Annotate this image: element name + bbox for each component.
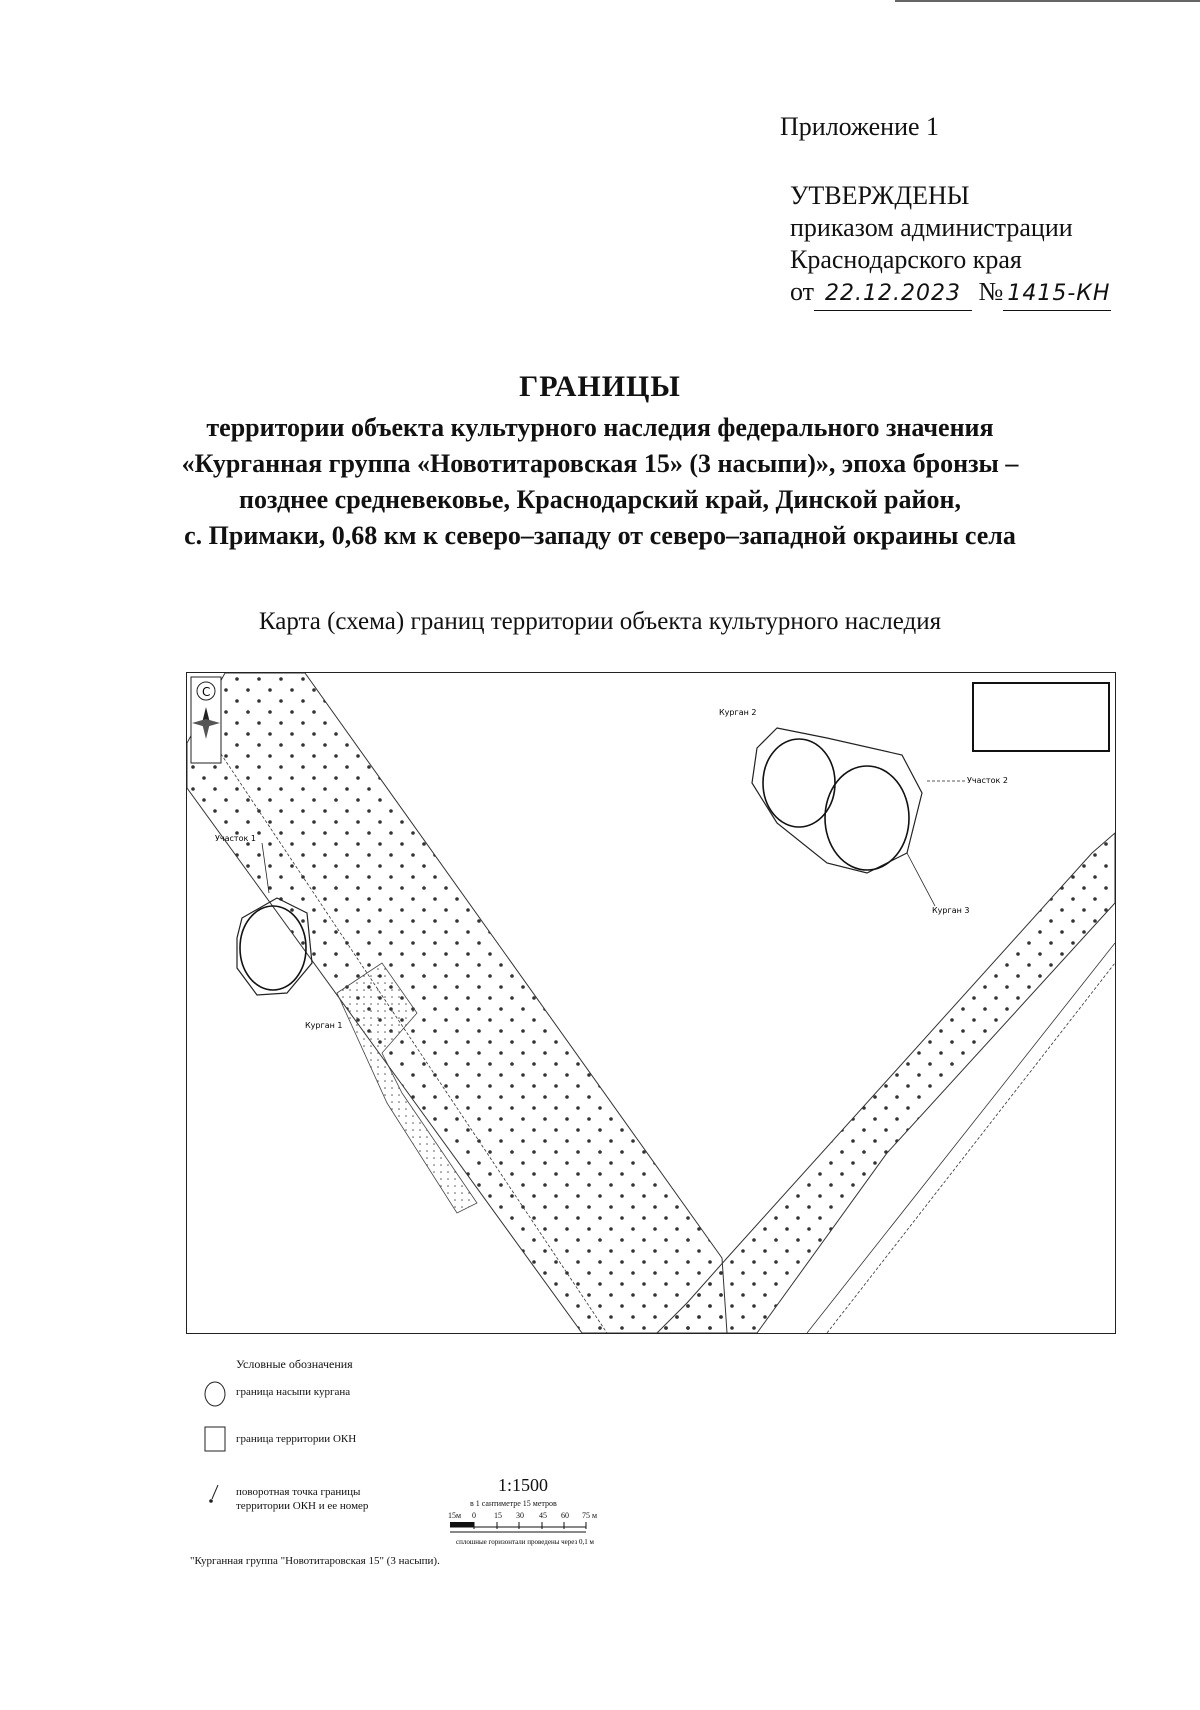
ellipse-icon bbox=[204, 1381, 226, 1407]
scale-bar bbox=[446, 1510, 606, 1550]
scan-edge-line bbox=[895, 0, 1200, 2]
map-drawing bbox=[187, 673, 1115, 1333]
appendix-label: Приложение 1 bbox=[780, 112, 940, 141]
site-map bbox=[186, 672, 1116, 1334]
order-date-number bbox=[790, 276, 1111, 311]
road-band-right bbox=[657, 833, 1115, 1333]
legend-text: поворотная точка границы территории ОКН и ее номер bbox=[236, 1486, 369, 1512]
road-band-left bbox=[187, 673, 727, 1333]
approved-heading: УТВЕРЖДЕНЫ bbox=[790, 181, 970, 210]
title-line: территории объекта культурного наследия федерального значения bbox=[206, 413, 994, 442]
order-date: 22.12.2023 bbox=[814, 278, 972, 311]
scale-tick: 15 bbox=[494, 1511, 502, 1520]
scale-ratio: 1:1500 bbox=[498, 1475, 549, 1495]
legend-text: граница насыпи кургана bbox=[236, 1386, 351, 1398]
kurgan-3-label: Курган 3 bbox=[932, 906, 970, 915]
kurgan-1-label: Курган 1 bbox=[305, 1021, 343, 1030]
turning-point-icon bbox=[204, 1481, 226, 1507]
kurgan-2-label: Курган 2 bbox=[719, 708, 757, 717]
legend-item bbox=[236, 1385, 350, 1399]
plot-2-label: Участок 2 bbox=[967, 776, 1008, 785]
title-line: позднее средневековье, Краснодарский край, Динской район, bbox=[239, 485, 961, 514]
scale-tick: 0 bbox=[472, 1511, 476, 1520]
order-line: приказом администрации bbox=[790, 213, 1073, 242]
scale-tick: 75 м bbox=[582, 1511, 598, 1520]
empty-box bbox=[973, 683, 1109, 751]
legend-item bbox=[236, 1485, 376, 1513]
approval-block bbox=[790, 180, 1111, 311]
scale-subtitle: в 1 сантиметре 15 метров bbox=[470, 1499, 557, 1508]
scale-note: сплошные горизонтали проведены через 0,1 м bbox=[456, 1538, 594, 1546]
legend-title: Условные обозначения bbox=[236, 1357, 353, 1371]
title-line: «Курганная группа «Новотитаровская 15» (3 насыпи)», эпоха бронзы – bbox=[181, 449, 1019, 478]
order-number: 1415-КН bbox=[1003, 278, 1111, 311]
region-line: Краснодарского края bbox=[790, 245, 1022, 274]
kurgan-2-ellipse bbox=[763, 739, 835, 827]
rectangle-icon bbox=[204, 1426, 226, 1452]
scale-tick: 30 bbox=[516, 1511, 524, 1520]
footnote: "Курганная группа "Новотитаровская 15" (3 насыпи). bbox=[190, 1555, 440, 1567]
compass-icon bbox=[191, 677, 221, 763]
kurgan-1-ellipse bbox=[240, 906, 306, 990]
plot-1-label: Участок 1 bbox=[215, 834, 256, 843]
kurgan-3-ellipse bbox=[825, 766, 909, 870]
title-main: ГРАНИЦЫ bbox=[519, 370, 681, 403]
legend-item bbox=[236, 1432, 356, 1446]
title-line: с. Примаки, 0,68 км к северо–западу от северо–западной окраины села bbox=[184, 521, 1016, 550]
legend-text: граница территории ОКН bbox=[236, 1433, 357, 1445]
scale-tick: 15м bbox=[448, 1511, 462, 1520]
site-plot-2 bbox=[719, 708, 1008, 915]
document-title bbox=[150, 370, 1050, 554]
scale-tick: 45 bbox=[539, 1511, 547, 1520]
map-caption: Карта (схема) границ территории объекта культурного наследия bbox=[258, 608, 942, 635]
scale-tick: 60 bbox=[561, 1511, 569, 1520]
number-prefix: № bbox=[978, 277, 1004, 306]
compass-letter: С bbox=[202, 685, 211, 699]
date-prefix: от bbox=[790, 277, 815, 306]
